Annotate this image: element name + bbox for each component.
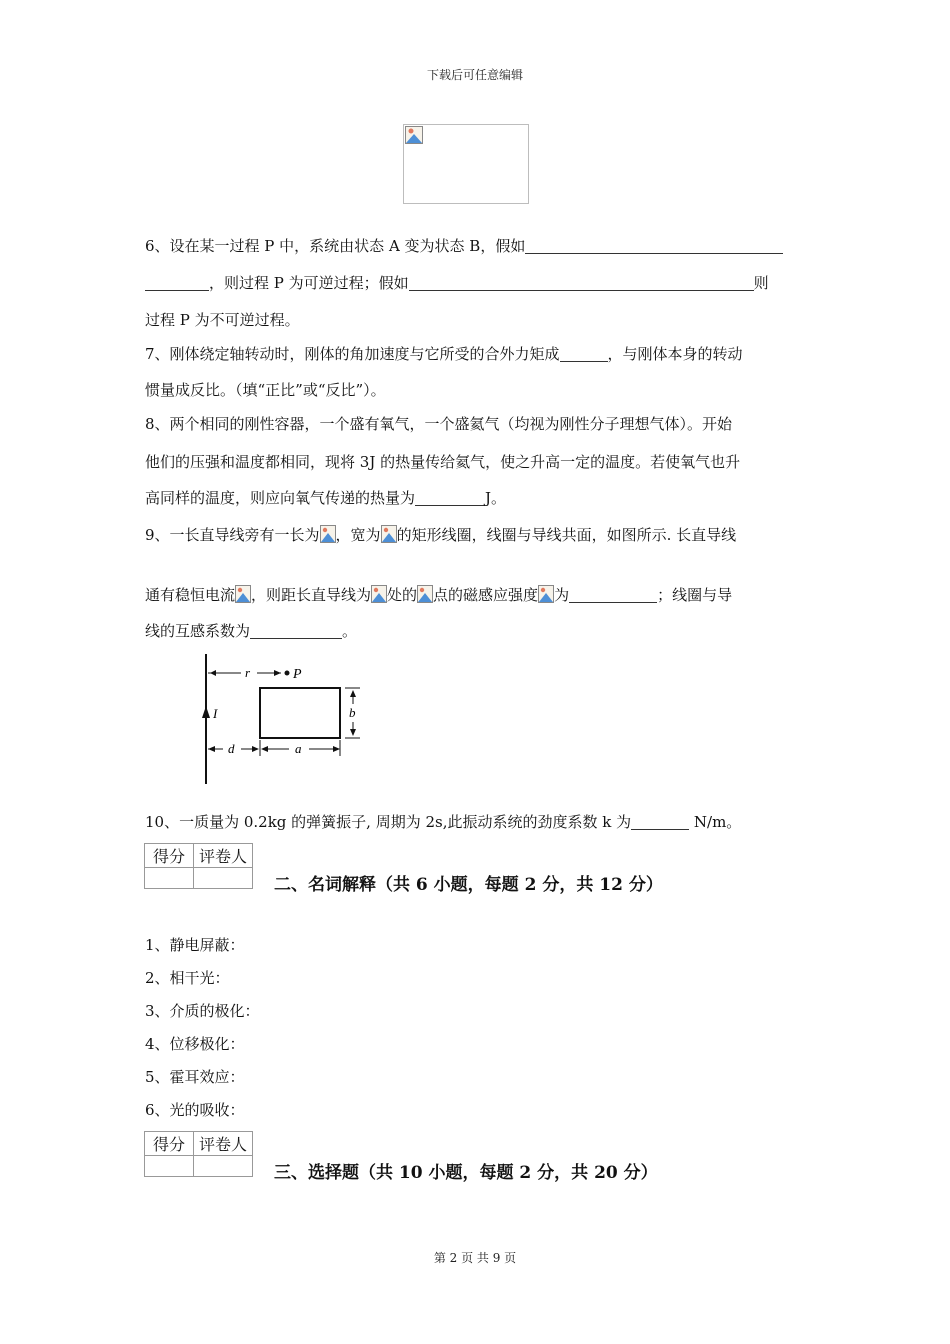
score-header: 得分 [145, 844, 194, 868]
term-item: 4、位移极化： [145, 1035, 245, 1053]
formula-image-icon [235, 585, 251, 603]
q9-text: 。 [342, 622, 358, 640]
score-header: 得分 [145, 1132, 194, 1156]
q6-text: 则 [753, 274, 769, 292]
q9-text: 线的互感系数为 [145, 622, 251, 640]
q6-line1 [145, 236, 783, 256]
answer-blank[interactable] [145, 275, 209, 291]
score-cell[interactable] [145, 1156, 194, 1177]
q9-text: 点的磁感应强度 [433, 586, 539, 604]
grader-cell[interactable] [194, 868, 253, 889]
q7-line1 [145, 344, 743, 364]
page-header: 下载后可任意编辑 [426, 68, 523, 82]
term-item: 2、相干光： [145, 969, 230, 987]
page-footer: 第 2 页 共 9 页 [433, 1251, 517, 1265]
image-placeholder [403, 124, 529, 204]
wire-loop-figure [195, 650, 365, 788]
rectangular-loop [260, 688, 340, 738]
q8-line2 [145, 452, 740, 472]
answer-blank[interactable] [560, 346, 608, 362]
q10-text: N/m。 [689, 813, 742, 831]
section-2-title: 二、名词解释（共 6 小题，每题 2 分，共 12 分） [274, 875, 663, 895]
label-d: d [228, 741, 235, 756]
label-i: I [213, 706, 218, 721]
q9-line2 [145, 585, 732, 605]
q9-text: ，宽为 [335, 526, 381, 544]
q9-text: 通有稳恒电流 [145, 586, 236, 604]
grader-cell[interactable] [194, 1156, 253, 1177]
q6-line3 [145, 310, 300, 330]
grader-header: 评卷人 [194, 1132, 253, 1156]
answer-blank[interactable] [415, 490, 485, 506]
label-r: r [245, 665, 251, 680]
q6-text: ，则过程 P 为可逆过程；假如 [209, 274, 409, 292]
q7-text: 惯量成反比。（填“正比”或“反比”）。 [145, 381, 386, 399]
q10-text: 10、一质量为 0.2kg 的弹簧振子, 周期为 2s,此振动系统的劲度系数 k 为 [145, 813, 632, 831]
q9-text: 处的 [387, 586, 418, 604]
q8-text: 高同样的温度，则应向氧气传递的热量为 [145, 489, 416, 507]
q9-text: ，则距长直导线为 [251, 586, 372, 604]
formula-image-icon [320, 525, 336, 543]
formula-image-icon [371, 585, 387, 603]
label-p: P [293, 667, 302, 682]
formula-image-icon [417, 585, 433, 603]
q8-text: 他们的压强和温度都相同，现将 3J 的热量传给氦气，使之升高一定的温度。若使氧气也升 [145, 453, 741, 471]
q8-line3 [145, 488, 506, 508]
q7-line2 [145, 380, 386, 400]
q8-line1 [145, 414, 732, 434]
grader-header: 评卷人 [194, 844, 253, 868]
q8-text: J。 [485, 489, 507, 507]
q9-text: 的矩形线圈，线圈与导线共面，如图所示. 长直导线 [396, 526, 737, 544]
broken-image-icon [405, 126, 423, 144]
label-a: a [295, 741, 302, 756]
score-cell[interactable] [145, 868, 194, 889]
q6-text: 过程 P 为不可逆过程。 [145, 311, 300, 329]
q9-text: ；线圈与导 [657, 586, 733, 604]
term-item: 3、介质的极化： [145, 1002, 260, 1020]
point-p [285, 671, 290, 676]
formula-image-icon [381, 525, 397, 543]
answer-blank[interactable] [250, 623, 342, 639]
formula-image-icon [538, 585, 554, 603]
answer-blank[interactable] [525, 238, 783, 254]
section-3-title: 三、选择题（共 10 小题，每题 2 分，共 20 分） [274, 1163, 658, 1183]
q10-line [145, 812, 741, 832]
term-item: 1、静电屏蔽： [145, 936, 245, 954]
answer-blank[interactable] [569, 587, 657, 603]
current-arrow [202, 706, 210, 718]
answer-blank[interactable] [409, 275, 754, 291]
q9-line1 [145, 525, 736, 545]
score-table [144, 843, 253, 889]
q6-line2 [145, 273, 769, 293]
term-item: 6、光的吸收： [145, 1101, 245, 1119]
q9-text: 9、一长直导线旁有一长为 [145, 526, 320, 544]
label-b: b [349, 705, 356, 720]
q9-line3 [145, 621, 357, 641]
term-item: 5、霍耳效应： [145, 1068, 245, 1086]
q9-text: 为 [554, 586, 570, 604]
q8-text: 8、两个相同的刚性容器，一个盛有氧气，一个盛氦气（均视为刚性分子理想气体）。开始 [145, 415, 733, 433]
q6-text: 6、设在某一过程 P 中，系统由状态 A 变为状态 B，假如 [145, 237, 526, 255]
score-table [144, 1131, 253, 1177]
q7-text: 7、刚体绕定轴转动时，刚体的角加速度与它所受的合外力矩成 [145, 345, 560, 363]
answer-blank[interactable] [631, 814, 689, 830]
q7-text: ，与刚体本身的转动 [607, 345, 743, 363]
